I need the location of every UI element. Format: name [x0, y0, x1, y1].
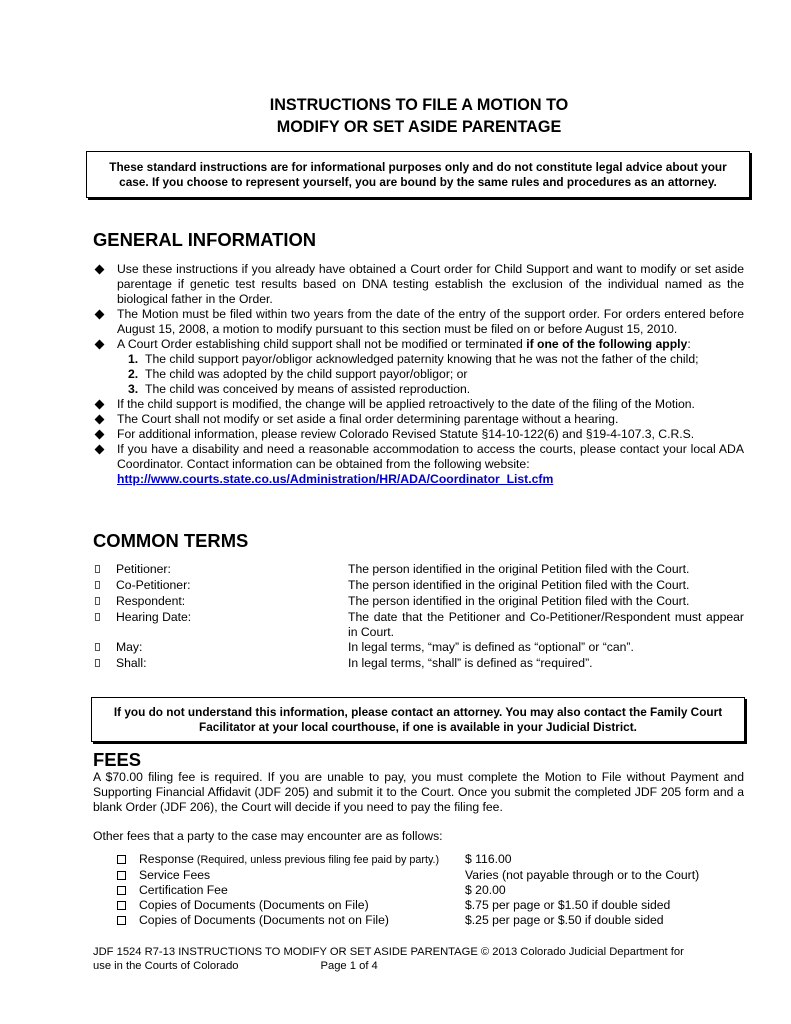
- term-definition: The person identified in the original Petition filed with the Court.: [348, 562, 690, 576]
- fee-row: [117, 913, 744, 928]
- term-row: [93, 594, 744, 610]
- fee-name: Response (Required, unless previous filing fee paid by party.): [139, 852, 440, 866]
- contact-attorney-text: If you do not understand this information, please contact an attorney. You may also contact the Family Court Facilitator at your local courthouse, if one is available in your Judicial District.: [113, 704, 723, 734]
- checkbox-glyph-icon: [93, 656, 116, 672]
- term-definition: The date that the Petitioner and Co-Petitioner/Respondent must appear in Court.: [348, 610, 744, 639]
- numbered-item: 3. The child was conceived by means of assisted reproduction.: [128, 382, 471, 396]
- term-label: Hearing Date:: [116, 610, 192, 624]
- checkbox-icon: [117, 898, 139, 913]
- numbered-item: 2. The child was adopted by the child support payor/obligor; or: [128, 367, 468, 381]
- general-information-heading: GENERAL INFORMATION: [93, 229, 317, 250]
- disclaimer-text: These standard instructions are for informational purposes only and do not constitute legal advice about your case. If you choose to represent yourself, you are bound by the same rules and procedures as an attorney.: [109, 159, 727, 189]
- term-label: Shall:: [116, 656, 147, 670]
- diamond-bullet-icon: [94, 310, 105, 319]
- term-definition: In legal terms, “may” is defined as “optional” or “can”.: [348, 640, 634, 654]
- footer-line-2: [93, 959, 748, 973]
- general-information-list: [93, 262, 744, 487]
- list-item: If you have a disability and need a reasonable accommodation to access the courts, please contact your local ADA Coordinator. Contact information can be obtained from the following website: http://www.courts.state.co.us/Administration/HR/ADA/Coordinator_List.cfm: [93, 442, 744, 487]
- term-definition: The person identified in the original Petition filed with the Court.: [348, 594, 690, 608]
- checkbox-glyph-icon: [93, 610, 116, 640]
- fee-name: Certification Fee: [139, 883, 228, 897]
- term-row: [93, 656, 744, 672]
- footer-line-1: JDF 1524 R7-13 INSTRUCTIONS TO MODIFY OR SET ASIDE PARENTAGE © 2013 Colorado Judicial Department for: [93, 946, 684, 958]
- disclaimer-box: [86, 151, 750, 198]
- fee-row: [117, 898, 744, 913]
- fee-name: Copies of Documents (Documents on File): [139, 898, 369, 912]
- common-terms-heading: COMMON TERMS: [93, 530, 249, 551]
- diamond-bullet-icon: [94, 340, 105, 349]
- diamond-bullet-icon: [94, 400, 105, 409]
- fees-paragraph: A $70.00 filing fee is required. If you are unable to pay, you must complete the Motion to File without Payment and Supporting Financial Affidavit (JDF 205) and submit it to the Court. Once you submit the completed JDF 205 form and a blank Order (JDF 206), the Court will decide if you need to pay the filing fee.: [93, 770, 744, 814]
- list-item: The Court shall not modify or set aside a final order determining parentage without a hearing.: [93, 412, 744, 427]
- ada-coordinator-link[interactable]: http://www.courts.state.co.us/Administration/HR/ADA/Coordinator_List.cfm: [117, 472, 554, 486]
- fee-amount: $.75 per page or $1.50 if double sided: [465, 898, 671, 912]
- fee-list: [117, 852, 744, 928]
- term-label: May:: [116, 640, 143, 654]
- term-row: [93, 562, 744, 578]
- diamond-bullet-icon: [94, 265, 105, 274]
- fee-name: Service Fees: [139, 868, 211, 882]
- title-line-1: INSTRUCTIONS TO FILE A MOTION TO: [269, 96, 569, 114]
- diamond-bullet-icon: [94, 445, 105, 454]
- checkbox-icon: [117, 868, 139, 883]
- fee-row: [117, 852, 744, 868]
- checkbox-icon: [117, 913, 139, 928]
- checkbox-icon: [117, 852, 139, 868]
- term-definition: In legal terms, “shall” is defined as “required”.: [348, 656, 593, 670]
- list-item: Use these instructions if you already have obtained a Court order for Child Support and want to modify or set aside parentage if genetic test results based on DNA testing establish the exclusion of the individual named as the biological father in the Order.: [93, 262, 744, 307]
- fee-amount: $.25 per page or $.50 if double sided: [465, 913, 664, 927]
- fees-intro: Other fees that a party to the case may encounter are as follows:: [93, 829, 443, 843]
- fees-heading: FEES: [93, 749, 142, 770]
- numbered-item: 1. The child support payor/obligor acknowledged paternity knowing that he was not the father of the child;: [128, 352, 699, 366]
- checkbox-icon: [117, 883, 139, 898]
- term-row: [93, 610, 744, 640]
- footer-court-text: use in the Courts of Colorado: [93, 960, 239, 972]
- fee-amount: $ 116.00: [465, 852, 512, 866]
- fee-amount: $ 20.00: [465, 883, 506, 897]
- checkbox-glyph-icon: [93, 578, 116, 594]
- diamond-bullet-icon: [94, 430, 105, 439]
- common-terms-list: [93, 562, 744, 672]
- term-definition: The person identified in the original Petition filed with the Court.: [348, 578, 690, 592]
- title-line-2: MODIFY OR SET ASIDE PARENTAGE: [276, 118, 562, 136]
- list-item: If the child support is modified, the change will be applied retroactively to the date of the filing of the Motion.: [93, 397, 744, 412]
- contact-attorney-box: [91, 697, 745, 742]
- diamond-bullet-icon: [94, 415, 105, 424]
- page-number: Page 1 of 4: [320, 960, 378, 972]
- checkbox-glyph-icon: [93, 562, 116, 578]
- page-title: [0, 94, 791, 138]
- list-item: For additional information, please review Colorado Revised Statute §14-10-122(6) and §19-4-107.3, C.R.S.: [93, 427, 744, 442]
- list-item: A Court Order establishing child support shall not be modified or terminated if one of the following apply:: [93, 337, 744, 352]
- fee-amount: Varies (not payable through or to the Court): [465, 868, 700, 882]
- list-item: The Motion must be filed within two years from the date of the entry of the support order. For orders entered before August 15, 2008, a motion to modify pursuant to this section must be filed on or before August 15, 2010.: [93, 307, 744, 337]
- page-footer: [93, 945, 748, 973]
- term-row: [93, 578, 744, 594]
- term-label: Respondent:: [116, 594, 186, 608]
- checkbox-glyph-icon: [93, 640, 116, 656]
- fee-row: [117, 868, 744, 883]
- checkbox-glyph-icon: [93, 594, 116, 610]
- fee-row: [117, 883, 744, 898]
- fee-name: Copies of Documents (Documents not on File): [139, 913, 389, 927]
- term-label: Co-Petitioner:: [116, 578, 191, 592]
- term-label: Petitioner:: [116, 562, 171, 576]
- term-row: [93, 640, 744, 656]
